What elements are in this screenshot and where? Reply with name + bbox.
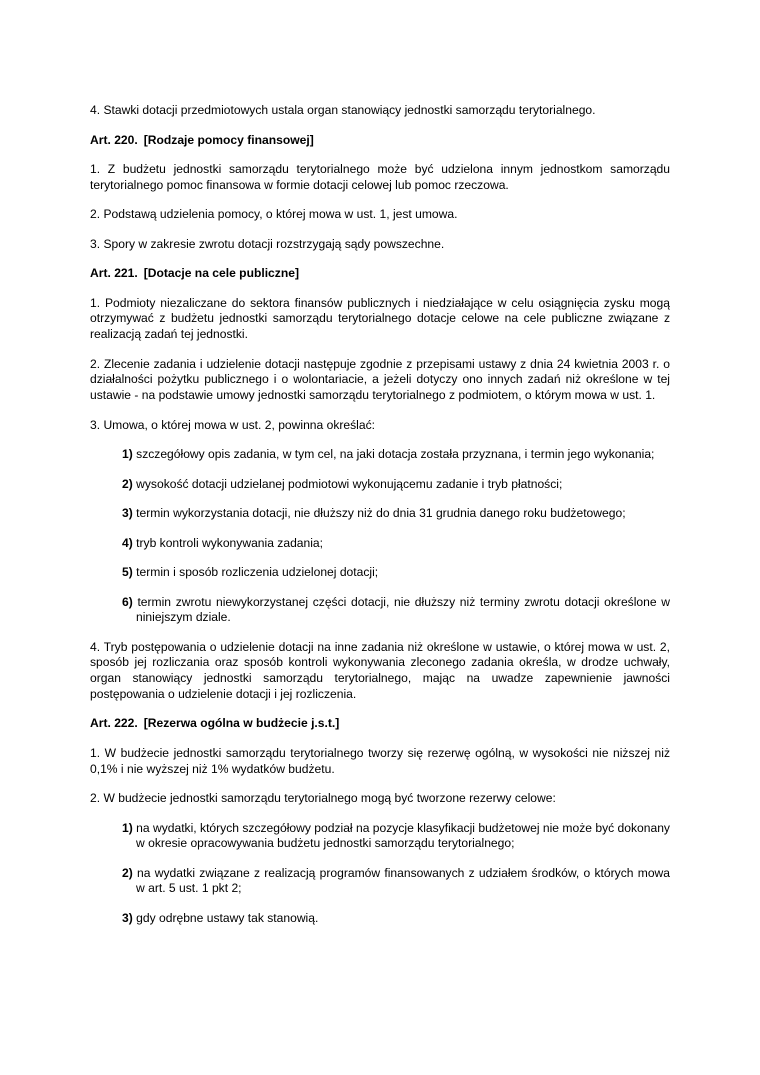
list-item xyxy=(90,565,670,581)
list-item-number: 3) xyxy=(122,910,133,925)
paragraph-222-2: 2. W budżecie jednostki samorządu terytorialnego mogą być tworzone rezerwy celowe: xyxy=(90,791,556,806)
paragraph-222-1: 1. W budżecie jednostki samorządu terytorialnego tworzy się rezerwę ogólną, w wysokości nie niższej niż 0,1% i nie wyższej niż 1% wydatków budżetu. xyxy=(90,745,670,776)
paragraph-220-1: 1. Z budżetu jednostki samorządu terytorialnego może być udzielona innym jednostkom samorządu terytorialnego pomoc finansowa w formie dotacji celowej lub pomoc rzeczowa. xyxy=(90,162,670,192)
list-item xyxy=(90,595,670,626)
list-item-text: szczegółowy opis zadania, w tym cel, na jaki dotacja została przyznana, i termin jego wykonania; xyxy=(136,447,655,462)
list-item-text: na wydatki związane z realizacją programów finansowanych z udziałem środków, o których mowa w art. 5 ust. 1 pkt 2; xyxy=(136,865,670,896)
list-item-number: 6) xyxy=(122,594,133,609)
article-221-heading xyxy=(90,266,670,282)
list-item-text: gdy odrębne ustawy tak stanowią. xyxy=(136,910,319,925)
list-item-number: 1) xyxy=(122,820,133,835)
list-221-3 xyxy=(90,447,670,626)
list-item-text: tryb kontroli wykonywania zadania; xyxy=(136,535,324,550)
list-item xyxy=(90,866,670,897)
list-item-text: na wydatki, których szczegółowy podział na pozycje klasyfikacji budżetowej nie może być dokonany w okresie opracowywania budżetu jednostki samorządu terytorialnego; xyxy=(136,820,670,851)
article-title: [Rezerwa ogólna w budżecie j.s.t.] xyxy=(143,716,340,731)
list-item-text: wysokość dotacji udzielanej podmiotowi wykonującemu zadanie i tryb płatności; xyxy=(136,476,563,491)
list-item-text: termin i sposób rozliczenia udzielonej dotacji; xyxy=(136,565,379,580)
list-item-number: 2) xyxy=(122,476,133,491)
list-item-number: 5) xyxy=(122,565,133,580)
paragraph-219-4: 4. Stawki dotacji przedmiotowych ustala organ stanowiący jednostki samorządu terytorialnego. xyxy=(90,103,596,117)
article-222-heading xyxy=(90,716,670,732)
article-220-heading xyxy=(90,133,670,149)
article-number: Art. 220. xyxy=(90,132,138,147)
list-item-number: 4) xyxy=(122,535,133,550)
list-item-number: 2) xyxy=(122,865,133,880)
paragraph-220-3: 3. Spory w zakresie zwrotu dotacji rozstrzygają sądy powszechne. xyxy=(90,236,445,251)
paragraph-220-2: 2. Podstawą udzielenia pomocy, o której mowa w ust. 1, jest umowa. xyxy=(90,207,458,222)
list-222-2 xyxy=(90,821,670,927)
article-title: [Dotacje na cele publiczne] xyxy=(143,266,299,281)
paragraph-221-4: 4. Tryb postępowania o udzielenie dotacji na inne zadania niż określone w ustawie, o której mowa w ust. 2, sposób jej rozliczania oraz sposób kontroli wykonywania zleconego zadania określa, w drodze uchwały, organ stanowiący jednostki samorządu terytorialnego, mając na uwadze zapewnienie jawności postępowania o udzielenie dotacji i jej rozliczenia. xyxy=(90,639,670,701)
list-item xyxy=(90,536,670,552)
list-item xyxy=(90,506,670,522)
list-item xyxy=(90,447,670,463)
article-number: Art. 222. xyxy=(90,716,138,731)
list-item-number: 1) xyxy=(122,447,133,462)
article-number: Art. 221. xyxy=(90,266,138,281)
list-item-text: termin wykorzystania dotacji, nie dłuższy niż do dnia 31 grudnia danego roku budżetowego; xyxy=(136,506,626,521)
list-item-text: termin zwrotu niewykorzystanej części dotacji, nie dłuższy niż terminy zwrotu dotacji określone w niniejszym dziale. xyxy=(136,594,670,625)
list-item xyxy=(90,477,670,493)
list-item xyxy=(90,821,670,852)
paragraph-221-1: 1. Podmioty niezaliczane do sektora finansów publicznych i niedziałające w celu osiągnięcia zysku mogą otrzymywać z budżetu jednostki samorządu terytorialnego dotacje celowe na cele publiczne związane z realizacją zadań tej jednostki. xyxy=(90,295,670,342)
list-item xyxy=(90,911,670,927)
list-item-number: 3) xyxy=(122,506,133,521)
paragraph-221-2: 2. Zlecenie zadania i udzielenie dotacji następuje zgodnie z przepisami ustawy z dnia 24 kwietnia 2003 r. o działalności pożytku publicznego i o wolontariacie, a jeżeli dotyczy ono innych zadań niż określone w tej ustawie - na podstawie umowy jednostki samorządu terytorialnego z podmiotem, o którym mowa w ust. 1. xyxy=(90,356,670,403)
article-title: [Rodzaje pomocy finansowej] xyxy=(143,132,314,147)
paragraph-221-3: 3. Umowa, o której mowa w ust. 2, powinna określać: xyxy=(90,417,375,432)
